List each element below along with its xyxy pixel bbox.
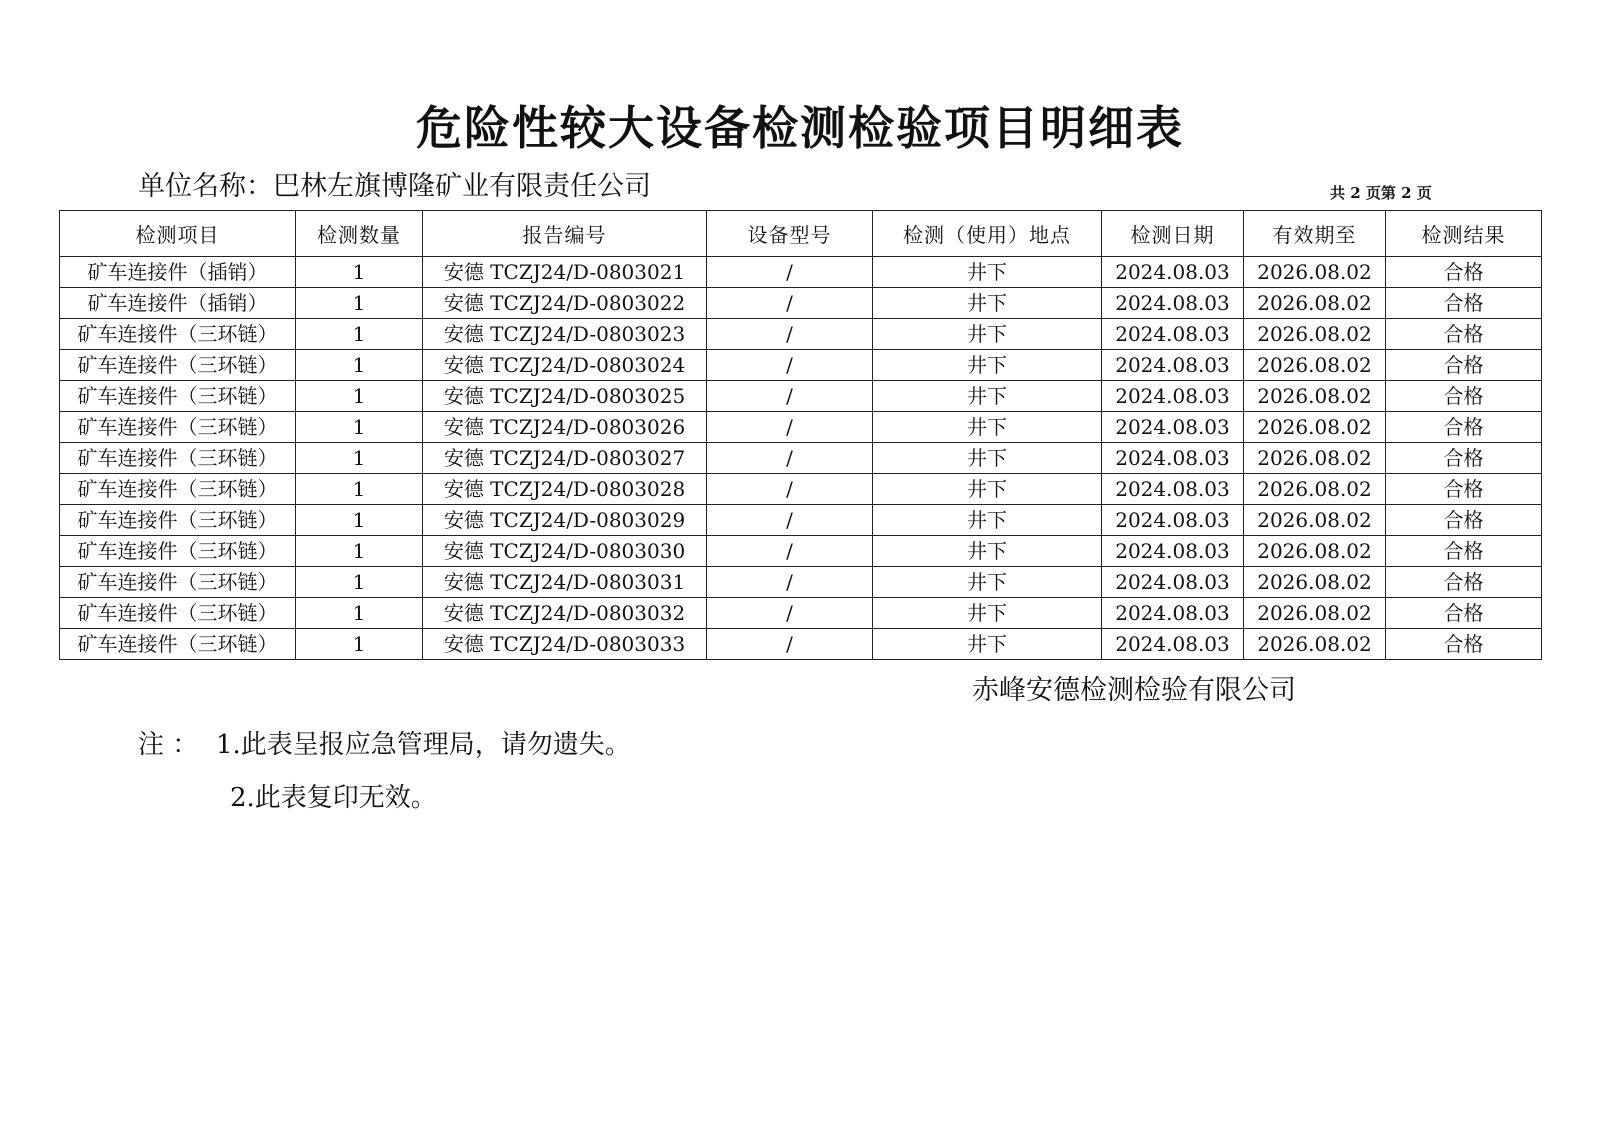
cell-location: 井下 <box>873 598 1102 629</box>
page-info: 共 2 页第 2 页 <box>1330 184 1432 202</box>
table-row <box>60 629 1542 660</box>
note-text-2: 2.此表复印无效。 <box>230 783 437 813</box>
header-report-number: 报告编号 <box>423 211 707 257</box>
cell-report-number: 安德 TCZJ24/D-0803033 <box>423 629 707 660</box>
header-result: 检测结果 <box>1386 211 1542 257</box>
cell-location: 井下 <box>873 443 1102 474</box>
cell-quantity: 1 <box>296 536 423 567</box>
cell-result: 合格 <box>1386 381 1542 412</box>
cell-item: 矿车连接件（插销） <box>60 288 296 319</box>
cell-quantity: 1 <box>296 505 423 536</box>
cell-quantity: 1 <box>296 443 423 474</box>
table-row <box>60 288 1542 319</box>
cell-test-date: 2024.08.03 <box>1102 474 1244 505</box>
cell-test-date: 2024.08.03 <box>1102 505 1244 536</box>
cell-location: 井下 <box>873 381 1102 412</box>
cell-test-date: 2024.08.03 <box>1102 598 1244 629</box>
cell-quantity: 1 <box>296 319 423 350</box>
cell-result: 合格 <box>1386 598 1542 629</box>
cell-item: 矿车连接件（三环链） <box>60 598 296 629</box>
cell-report-number: 安德 TCZJ24/D-0803023 <box>423 319 707 350</box>
cell-valid-until: 2026.08.02 <box>1244 536 1386 567</box>
cell-valid-until: 2026.08.02 <box>1244 598 1386 629</box>
cell-test-date: 2024.08.03 <box>1102 319 1244 350</box>
cell-test-date: 2024.08.03 <box>1102 443 1244 474</box>
header-test-date: 检测日期 <box>1102 211 1244 257</box>
cell-item: 矿车连接件（三环链） <box>60 536 296 567</box>
cell-model: / <box>707 350 873 381</box>
issuing-company: 赤峰安德检测检验有限公司 <box>972 675 1296 706</box>
cell-report-number: 安德 TCZJ24/D-0803026 <box>423 412 707 443</box>
cell-model: / <box>707 567 873 598</box>
table-row <box>60 505 1542 536</box>
header-model: 设备型号 <box>707 211 873 257</box>
cell-valid-until: 2026.08.02 <box>1244 567 1386 598</box>
cell-model: / <box>707 319 873 350</box>
cell-model: / <box>707 443 873 474</box>
cell-quantity: 1 <box>296 474 423 505</box>
cell-quantity: 1 <box>296 350 423 381</box>
cell-test-date: 2024.08.03 <box>1102 412 1244 443</box>
table-row <box>60 381 1542 412</box>
cell-quantity: 1 <box>296 629 423 660</box>
cell-test-date: 2024.08.03 <box>1102 288 1244 319</box>
cell-quantity: 1 <box>296 412 423 443</box>
cell-location: 井下 <box>873 505 1102 536</box>
cell-model: / <box>707 474 873 505</box>
cell-item: 矿车连接件（三环链） <box>60 505 296 536</box>
cell-item: 矿车连接件（三环链） <box>60 443 296 474</box>
cell-test-date: 2024.08.03 <box>1102 350 1244 381</box>
cell-report-number: 安德 TCZJ24/D-0803024 <box>423 350 707 381</box>
cell-result: 合格 <box>1386 288 1542 319</box>
cell-item: 矿车连接件（三环链） <box>60 474 296 505</box>
cell-model: / <box>707 381 873 412</box>
cell-location: 井下 <box>873 257 1102 288</box>
cell-report-number: 安德 TCZJ24/D-0803032 <box>423 598 707 629</box>
cell-result: 合格 <box>1386 412 1542 443</box>
cell-quantity: 1 <box>296 257 423 288</box>
cell-model: / <box>707 412 873 443</box>
table-body <box>60 257 1542 660</box>
cell-result: 合格 <box>1386 443 1542 474</box>
cell-report-number: 安德 TCZJ24/D-0803029 <box>423 505 707 536</box>
cell-location: 井下 <box>873 288 1102 319</box>
cell-quantity: 1 <box>296 381 423 412</box>
cell-result: 合格 <box>1386 567 1542 598</box>
table-row <box>60 598 1542 629</box>
cell-item: 矿车连接件（三环链） <box>60 629 296 660</box>
cell-test-date: 2024.08.03 <box>1102 567 1244 598</box>
header-valid-until: 有效期至 <box>1244 211 1386 257</box>
cell-model: / <box>707 257 873 288</box>
table-row <box>60 567 1542 598</box>
header-location: 检测（使用）地点 <box>873 211 1102 257</box>
cell-valid-until: 2026.08.02 <box>1244 381 1386 412</box>
cell-report-number: 安德 TCZJ24/D-0803025 <box>423 381 707 412</box>
cell-valid-until: 2026.08.02 <box>1244 288 1386 319</box>
cell-item: 矿车连接件（三环链） <box>60 319 296 350</box>
cell-result: 合格 <box>1386 257 1542 288</box>
cell-item: 矿车连接件（三环链） <box>60 350 296 381</box>
cell-test-date: 2024.08.03 <box>1102 536 1244 567</box>
cell-valid-until: 2026.08.02 <box>1244 319 1386 350</box>
note-text-1: 1.此表呈报应急管理局，请勿遗失。 <box>216 730 631 760</box>
cell-location: 井下 <box>873 567 1102 598</box>
cell-valid-until: 2026.08.02 <box>1244 350 1386 381</box>
cell-test-date: 2024.08.03 <box>1102 629 1244 660</box>
cell-location: 井下 <box>873 350 1102 381</box>
document-title: 危险性较大设备检测检验项目明细表 <box>416 101 1184 155</box>
cell-valid-until: 2026.08.02 <box>1244 257 1386 288</box>
table-row <box>60 474 1542 505</box>
cell-location: 井下 <box>873 629 1102 660</box>
note-label: 注 ： <box>138 730 199 760</box>
cell-item: 矿车连接件（三环链） <box>60 412 296 443</box>
cell-item: 矿车连接件（三环链） <box>60 567 296 598</box>
cell-location: 井下 <box>873 319 1102 350</box>
cell-valid-until: 2026.08.02 <box>1244 412 1386 443</box>
cell-result: 合格 <box>1386 319 1542 350</box>
cell-report-number: 安德 TCZJ24/D-0803027 <box>423 443 707 474</box>
unit-name: 单位名称：巴林左旗博隆矿业有限责任公司 <box>138 171 651 202</box>
table-row <box>60 443 1542 474</box>
cell-result: 合格 <box>1386 505 1542 536</box>
table-row <box>60 257 1542 288</box>
cell-report-number: 安德 TCZJ24/D-0803030 <box>423 536 707 567</box>
cell-location: 井下 <box>873 536 1102 567</box>
cell-model: / <box>707 505 873 536</box>
cell-model: / <box>707 629 873 660</box>
header-quantity: 检测数量 <box>296 211 423 257</box>
cell-item: 矿车连接件（三环链） <box>60 381 296 412</box>
header-item: 检测项目 <box>60 211 296 257</box>
cell-report-number: 安德 TCZJ24/D-0803031 <box>423 567 707 598</box>
cell-location: 井下 <box>873 474 1102 505</box>
cell-result: 合格 <box>1386 629 1542 660</box>
cell-test-date: 2024.08.03 <box>1102 257 1244 288</box>
cell-result: 合格 <box>1386 536 1542 567</box>
table-row <box>60 536 1542 567</box>
cell-model: / <box>707 536 873 567</box>
cell-item: 矿车连接件（插销） <box>60 257 296 288</box>
cell-report-number: 安德 TCZJ24/D-0803021 <box>423 257 707 288</box>
cell-valid-until: 2026.08.02 <box>1244 474 1386 505</box>
cell-result: 合格 <box>1386 350 1542 381</box>
table-row <box>60 412 1542 443</box>
cell-model: / <box>707 288 873 319</box>
cell-valid-until: 2026.08.02 <box>1244 505 1386 536</box>
note-1 <box>138 727 631 763</box>
cell-valid-until: 2026.08.02 <box>1244 629 1386 660</box>
cell-valid-until: 2026.08.02 <box>1244 443 1386 474</box>
table-header-row <box>60 211 1542 257</box>
note-2 <box>230 780 437 816</box>
cell-model: / <box>707 598 873 629</box>
cell-report-number: 安德 TCZJ24/D-0803028 <box>423 474 707 505</box>
cell-quantity: 1 <box>296 567 423 598</box>
table-row <box>60 350 1542 381</box>
table-row <box>60 319 1542 350</box>
cell-quantity: 1 <box>296 288 423 319</box>
cell-result: 合格 <box>1386 474 1542 505</box>
cell-test-date: 2024.08.03 <box>1102 381 1244 412</box>
cell-report-number: 安德 TCZJ24/D-0803022 <box>423 288 707 319</box>
cell-quantity: 1 <box>296 598 423 629</box>
inspection-table <box>59 210 1542 660</box>
cell-location: 井下 <box>873 412 1102 443</box>
